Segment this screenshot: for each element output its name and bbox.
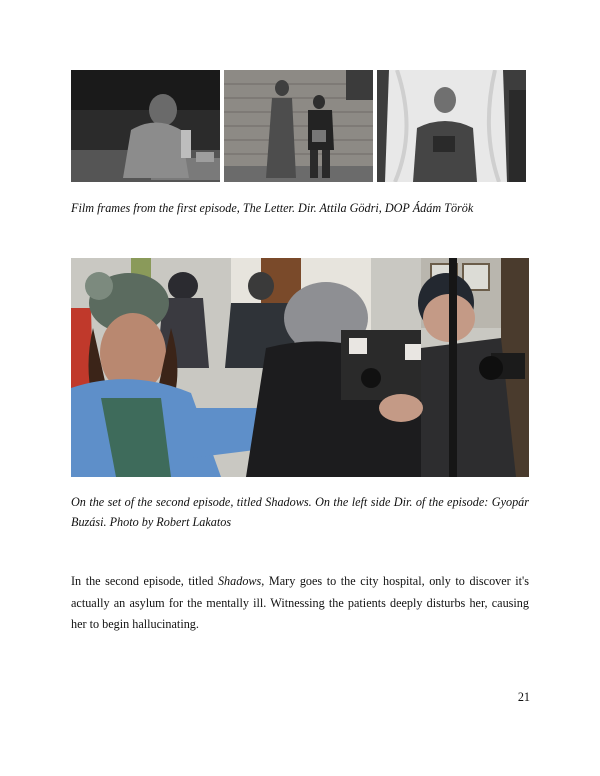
body-paragraph (71, 571, 529, 636)
paragraph-rest: , Mary goes to the city hospital, only to discover it's actually an asylum for the mentally ill. Witnessing the patients deeply disturbs her, causing her to begin hallucinating. (71, 574, 529, 632)
film-frames-strip (71, 70, 526, 182)
set-photo (71, 258, 529, 477)
film-frame-3 (377, 70, 526, 182)
page-number: 21 (517, 690, 530, 704)
film-frame-1 (71, 70, 220, 182)
paragraph-lead: In the second episode, titled (71, 574, 218, 588)
figure-2-caption: On the set of the second episode, titled Shadows. On the left side Dir. of the episode: Gyopár Buzási. Photo by Robert Lakatos (71, 495, 529, 529)
episode-title: Shadows (217, 574, 262, 588)
film-frame-2 (224, 70, 373, 182)
figure-1-caption: Film frames from the first episode, The Letter. Dir. Attila Gödri, DOP Ádám Török (71, 201, 474, 215)
